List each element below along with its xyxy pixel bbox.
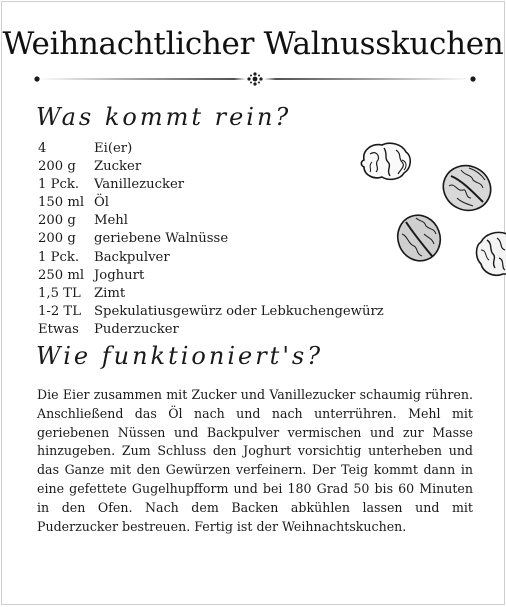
ingredient-name: Spekulatiusgewürz oder Lebkuchengewürz	[94, 303, 384, 319]
recipe-card	[1, 1, 505, 605]
ingredient-row	[38, 212, 384, 230]
ingredient-quantity: 1 Pck.	[38, 249, 80, 265]
ingredient-quantity: 150 ml	[38, 195, 85, 211]
ingredient-row	[38, 194, 384, 212]
ingredient-list	[38, 140, 384, 339]
ingredient-quantity: 200 g	[38, 213, 76, 229]
ingredient-row	[38, 176, 384, 194]
walnut-whole-icon	[439, 162, 495, 214]
ingredient-quantity: 1,5 TL	[38, 285, 81, 301]
ingredient-name: Joghurt	[94, 267, 145, 283]
ingredient-row	[38, 249, 384, 267]
ingredient-quantity: 200 g	[38, 159, 76, 175]
ingredient-quantity: 1 Pck.	[38, 177, 80, 193]
ingredient-name: Öl	[94, 195, 110, 211]
instructions-heading: Wie funktioniert's?	[36, 342, 324, 370]
ornament-divider-icon	[34, 71, 476, 87]
ingredient-name: Vanillezucker	[94, 177, 185, 193]
ingredient-quantity: 250 ml	[38, 267, 85, 283]
ingredient-quantity: 1-2 TL	[38, 303, 81, 319]
ingredient-quantity: Etwas	[38, 321, 79, 337]
instructions-text: Die Eier zusammen mit Zucker und Vanillezucker schaumig rühren. Anschließend das Öl nach und nach unterrühren. Mehl mit geriebenen Nüssen und Backpulver vermischen und zur Masse hinzugeben. Zum Schluss den Joghurt vorsichtig unterheben und das Ganze mit den Gewürzen verfeinern. Der Teig kommt dann in eine gefettete Gugelhupfform und bei 180 Grad 50 bis 60 Minuten in den Ofen. Nach dem Backen abkühlen lassen und mit Puderzucker bestreuen. Fertig ist der Weihnachtskuchen.	[37, 387, 473, 534]
ingredient-name: geriebene Walnüsse	[94, 231, 229, 247]
ingredient-row	[38, 285, 384, 303]
walnut-half-icon	[473, 228, 506, 280]
ingredient-name: Backpulver	[94, 249, 170, 265]
ingredient-name: Mehl	[94, 213, 129, 229]
walnut-whole-icon	[394, 212, 444, 264]
ingredient-row	[38, 158, 384, 176]
recipe-title: Weihnachtlicher Walnusskuchen	[2, 26, 504, 62]
ingredients-heading: Was kommt rein?	[36, 103, 292, 131]
ingredient-row	[38, 230, 384, 248]
ingredient-quantity: 200 g	[38, 231, 76, 247]
ingredient-name: Puderzucker	[94, 321, 179, 337]
ingredient-row	[38, 267, 384, 285]
ingredient-name: Zimt	[94, 285, 126, 301]
ingredient-row	[38, 140, 384, 158]
ingredient-row	[38, 303, 384, 321]
ingredient-quantity: 4	[38, 141, 47, 156]
ingredient-row	[38, 321, 384, 339]
walnut-half-icon	[358, 140, 414, 182]
ingredient-name: Ei(er)	[94, 141, 133, 156]
ingredient-name: Zucker	[94, 159, 142, 175]
